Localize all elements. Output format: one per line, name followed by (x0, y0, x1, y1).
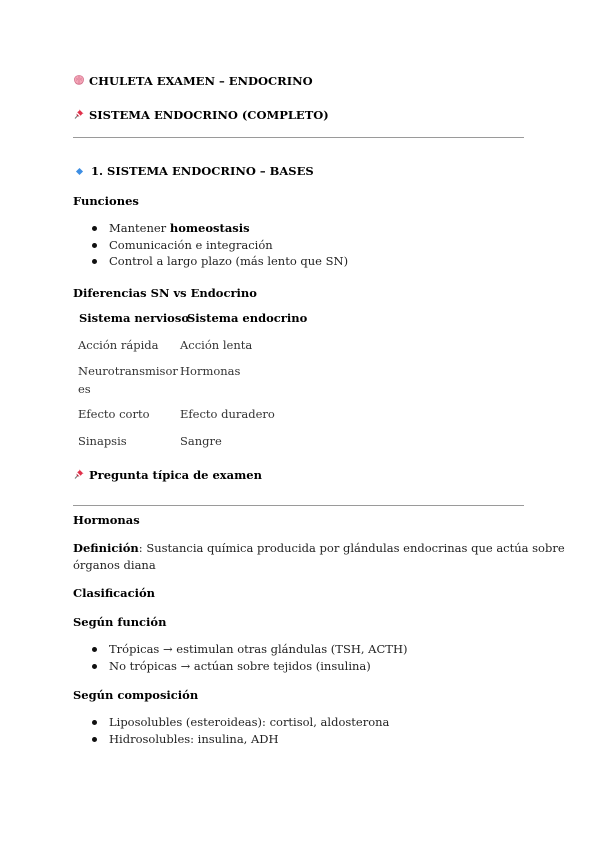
list-item: Trópicas → estimulan otras glándulas (TSH, ACTH) (73, 642, 407, 659)
table-cell: Efecto duradero (180, 407, 275, 421)
pushpin-icon (73, 468, 85, 480)
hormonas-heading: Hormonas (73, 513, 140, 527)
title-text: CHULETA EXAMEN – ENDOCRINO (89, 74, 313, 88)
segun-composicion-heading: Según composición (73, 688, 199, 702)
funcion-list (73, 642, 407, 675)
table-header-nervioso: Sistema nervioso (79, 311, 190, 325)
funciones-list (73, 221, 348, 271)
clasificacion-heading: Clasificación (73, 586, 156, 600)
table-cell: Sangre (180, 434, 222, 448)
composicion-list (73, 715, 389, 748)
bullet-icon (92, 664, 97, 669)
table-cell: Neurotransmisor (78, 364, 178, 378)
document-title (73, 74, 313, 88)
section-heading-bases (73, 164, 314, 178)
bullet-icon (92, 647, 97, 652)
bullet-icon (92, 226, 97, 231)
document-subtitle (73, 108, 329, 122)
table-header-endocrino: Sistema endocrino (187, 311, 308, 325)
definicion-line-1: Definición: Sustancia química producida por glándulas endocrinas que actúa sobre (73, 541, 565, 555)
brain-icon (73, 74, 85, 86)
list-item: Comunicación e integración (73, 238, 348, 255)
list-item: Hidrosolubles: insulina, ADH (73, 732, 389, 749)
small-blue-diamond-icon (76, 168, 83, 175)
diferencias-heading: Diferencias SN vs Endocrino (73, 286, 257, 300)
table-cell: Acción rápida (78, 338, 159, 352)
table-cell: Acción lenta (180, 338, 253, 352)
bullet-icon (92, 720, 97, 725)
horizontal-rule (73, 505, 524, 506)
table-cell-wrap: es (78, 382, 91, 396)
table-cell: Efecto corto (78, 407, 150, 421)
bullet-icon (92, 259, 97, 264)
subtitle-text: SISTEMA ENDOCRINO (COMPLETO) (89, 108, 329, 122)
list-item: Control a largo plazo (más lento que SN) (73, 254, 348, 271)
definicion-line-2: órganos diana (73, 558, 156, 572)
table-cell: Sinapsis (78, 434, 127, 448)
pregunta-heading: Pregunta típica de examen (73, 468, 262, 482)
segun-funcion-heading: Según función (73, 615, 167, 629)
bullet-icon (92, 243, 97, 248)
list-item: Liposolubles (esteroideas): cortisol, aldosterona (73, 715, 389, 732)
table-cell: Hormonas (180, 364, 241, 378)
bullet-icon (92, 737, 97, 742)
list-item: Mantener homeostasis (73, 221, 348, 238)
section-heading-text: 1. SISTEMA ENDOCRINO – BASES (91, 164, 314, 178)
list-item: No trópicas → actúan sobre tejidos (insulina) (73, 659, 407, 676)
funciones-heading: Funciones (73, 194, 139, 208)
horizontal-rule (73, 137, 524, 138)
pushpin-icon (73, 108, 85, 120)
